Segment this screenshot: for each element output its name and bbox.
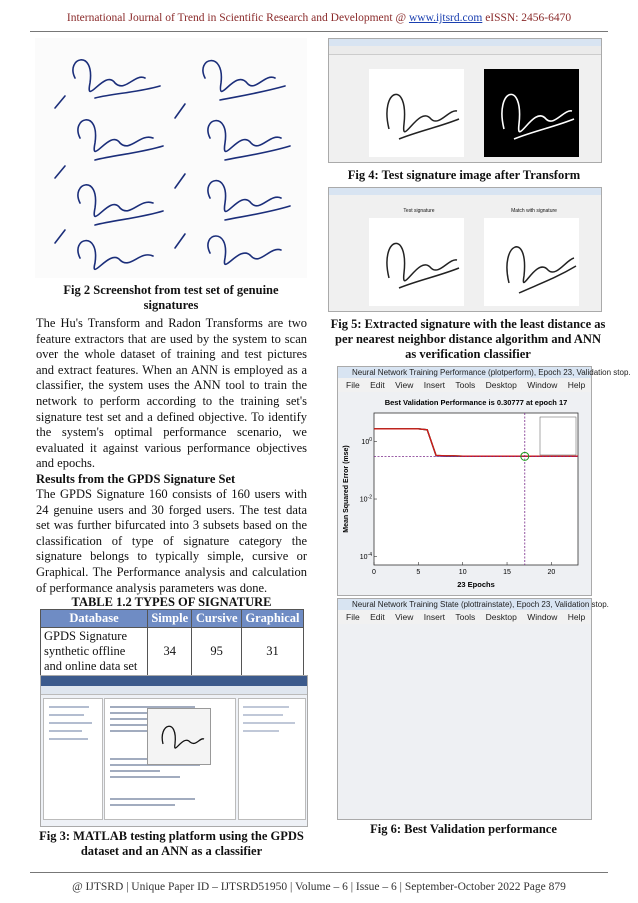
- perf-plot-title: Best Validation Performance is 0.30777 at epoch 17: [384, 398, 568, 407]
- fig3-matlab-screenshot: [40, 675, 308, 827]
- fig5-signature-b: [484, 218, 579, 306]
- file-list-lines: [44, 699, 102, 819]
- perf-y-label: Mean Squared Error (mse): [343, 445, 350, 533]
- state-menu-desktop[interactable]: Desktop: [485, 612, 517, 622]
- matlab-file-browser: [43, 698, 103, 820]
- menu-desktop[interactable]: Desktop: [485, 380, 517, 390]
- fig5-test-signature: [369, 218, 464, 306]
- perf-y-tick-label: $10^{-4}$: [359, 551, 372, 561]
- signature-types-table: [40, 609, 304, 676]
- menu-view[interactable]: View: [395, 380, 414, 390]
- section-heading: Results from the GPDS Signature Set: [36, 472, 236, 486]
- training-state-chart: [338, 625, 591, 819]
- table-cell-simple: 34: [148, 628, 192, 676]
- paragraph-gpds: The GPDS Signature 160 consists of 160 users with 24 genuine users and 30 forged users. The test data set was further bifurcated into 3 subsets based on the classification of type of signature category the signature belongs to typically simple, cursive or Graphical. The Performance analysis and calculation of performance analysis parameters was done.: [36, 487, 307, 595]
- perf-x-label: 23 Epochs: [457, 580, 495, 589]
- state-window: [337, 598, 609, 820]
- figure-signature: [148, 709, 210, 764]
- fig4-transformed-signature: [484, 69, 579, 157]
- footer-rule: [30, 872, 608, 873]
- perf-y-tick-label: $10^{-2}$: [359, 494, 372, 504]
- fig3-caption: Fig 3: MATLAB testing platform using the GPDS dataset and an ANN as a classifier: [39, 829, 304, 858]
- perf-x-tick-label: 10: [458, 569, 467, 576]
- matlab-signature-figure: [147, 708, 211, 765]
- table-header-simple: Simple: [148, 610, 192, 628]
- matlab-toolbar: [41, 686, 307, 695]
- journal-name: International Journal of Trend in Scientific Research and Development @: [66, 12, 407, 24]
- perf-window: [337, 366, 631, 596]
- perf-y-tick-label: $10^0$: [361, 437, 372, 447]
- menu-window[interactable]: Window: [527, 380, 558, 390]
- table-cell-graphical: 31: [241, 628, 303, 676]
- header-rule: [30, 31, 608, 32]
- table-cell-cursive: 95: [192, 628, 241, 676]
- matlab-titlebar: [41, 676, 307, 686]
- state-menu-insert[interactable]: Insert: [423, 612, 446, 622]
- matlab-workspace: [238, 698, 306, 820]
- table-row: [41, 628, 304, 676]
- perf-x-tick-label: 5: [416, 569, 421, 576]
- table-header-cursive: Cursive: [192, 610, 241, 628]
- fig4-original-signature: [369, 69, 464, 157]
- table-cell-database: GPDS Signature synthetic offline and online data set: [41, 628, 148, 676]
- fig4-titlebar: [329, 39, 601, 46]
- fig2-signature-grid-image: [35, 38, 307, 278]
- fig5-signature-a: [369, 218, 464, 306]
- state-menu-window[interactable]: Window: [527, 612, 558, 622]
- fig6-caption: Fig 6: Best Validation performance: [370, 822, 557, 836]
- perf-window-titlebar: Neural Network Training Performance (plotperform), Epoch 23, Validation stop.: [338, 367, 591, 378]
- menu-tools[interactable]: Tools: [455, 380, 476, 390]
- performance-chart: [338, 393, 591, 595]
- perf-menubar: [338, 378, 591, 392]
- paragraph-transforms: The Hu's Transform and Radon Transforms are two feature extractors that are used by the system to scan over the whole dataset of training and test pictures and extract features. When an ANN is employed as a classifier, the system uses the ANN tool to train the network to perform according to the training set's signature test set and a defined objective. To identify the system's optimal performance scenario, we evaluated it against various performance objectives and epochs.: [36, 316, 307, 471]
- menu-edit[interactable]: Edit: [370, 380, 385, 390]
- state-window-titlebar: Neural Network Training State (plottrainstate), Epoch 23, Validation stop.: [338, 599, 591, 610]
- test-signature-label: Test signature: [403, 208, 435, 214]
- fig5-match-signature: [484, 218, 579, 306]
- table-header-database: Database: [41, 610, 148, 628]
- table-title: TABLE 1.2 TYPES OF SIGNATURE: [71, 595, 272, 609]
- match-signature-label: Match with signature: [511, 208, 557, 214]
- state-menubar: [338, 610, 591, 624]
- fig4-caption: Fig 4: Test signature image after Transform: [347, 168, 581, 182]
- fig5-titlebar: [329, 188, 601, 195]
- state-menu-edit[interactable]: Edit: [370, 612, 385, 622]
- journal-issn: eISSN: 2456-6470: [485, 12, 572, 24]
- fig5-caption: Fig 5: Extracted signature with the least distance as per nearest neighbor distance algorithm and ANN as verification classifier: [330, 317, 606, 361]
- fig5-match-screenshot: [328, 187, 602, 312]
- menu-file[interactable]: File: [346, 380, 360, 390]
- state-menu-help[interactable]: Help: [567, 612, 586, 622]
- menu-help[interactable]: Help: [567, 380, 586, 390]
- workspace-lines: [239, 699, 305, 819]
- state-menu-view[interactable]: View: [395, 612, 414, 622]
- page-footer: @ IJTSRD | Unique Paper ID – IJTSRD51950 | Volume – 6 | Issue – 6 | September-October 2022 Page 879: [72, 881, 566, 893]
- fig4-menubar: [329, 46, 601, 55]
- table-header-row: [41, 610, 304, 628]
- perf-x-tick-label: 0: [372, 569, 376, 576]
- perf-x-tick-label: 20: [547, 569, 556, 576]
- fig4-signature-a: [369, 69, 464, 157]
- table-header-graphical: Graphical: [241, 610, 303, 628]
- perf-legend-box: [540, 417, 576, 455]
- fig2-caption: Fig 2 Screenshot from test set of genuine signatures: [63, 283, 279, 312]
- journal-url-link[interactable]: www.ijtsrd.com: [408, 12, 483, 24]
- state-menu-tools[interactable]: Tools: [455, 612, 476, 622]
- state-menu-file[interactable]: File: [346, 612, 360, 622]
- perf-x-tick-label: 15: [503, 569, 511, 576]
- fig4-transform-screenshot: [328, 38, 602, 163]
- menu-insert[interactable]: Insert: [423, 380, 446, 390]
- fig4-signature-b: [484, 69, 579, 157]
- journal-header: [0, 12, 638, 24]
- signature-scribbles: [35, 38, 307, 278]
